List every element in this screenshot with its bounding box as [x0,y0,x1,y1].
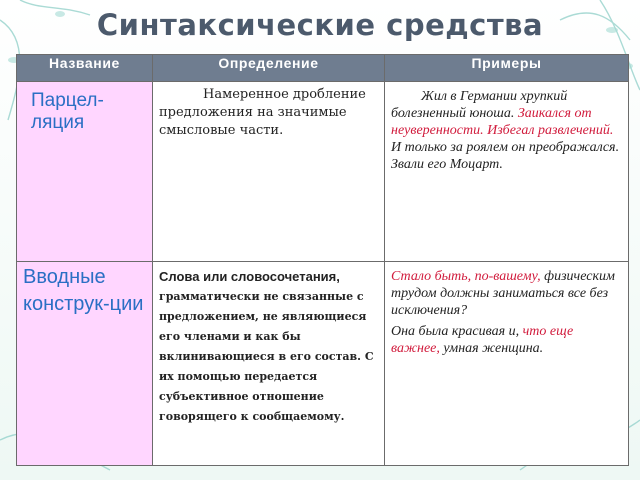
example-2-red: что еще важнее, [391,324,574,356]
header-name: Название [17,55,153,82]
example-part1: Жил в Германии хрупкий болезненный юноша. [391,89,568,121]
example-2 [391,323,622,357]
row-name-parcellation [17,82,153,262]
table-row-introductory [17,262,629,466]
example-1-red: Стало быть, по-вашему, [391,269,541,284]
syntax-table [16,54,629,466]
definition-text: Намеренное дробление предложения на значимые смысловые части. [159,87,366,138]
example-2-end: умная женщина. [443,341,544,356]
row-name-label: Вводные конструк-ции [23,266,144,315]
example-1 [391,268,622,319]
row-examples-parcellation [385,82,629,262]
row-definition-introductory [153,262,385,466]
example-2-start: Она была красивая и, [391,324,520,339]
header-examples: Примеры [385,55,629,82]
row-name-label: Парцел-ляция [31,90,104,133]
row-name-introductory [17,262,153,466]
example-1-rest: физическим трудом должны заниматься все без исключения? [391,269,615,318]
header-definition: Определение [153,55,385,82]
definition-lead: Слова или словосочетания, [159,269,340,284]
definition-rest: грамматически не связанные с предложением, не являющиеся его членами и как бы вклинивающиеся в его состав. С их помощью передается субъективное отношение говорящего к сообщаемому. [159,290,374,423]
examples-text [391,88,622,173]
example-part2: Заикался от неуверенности. Избегал развлечений. [391,106,614,138]
example-part3: И только за роялем он преображался. Звали его Моцарт. [391,140,620,172]
page-title: Синтаксические средства [96,8,544,42]
row-examples-introductory [385,262,629,466]
table-row-parcellation [17,82,629,262]
row-definition-parcellation [153,82,385,262]
header-row [17,55,629,82]
